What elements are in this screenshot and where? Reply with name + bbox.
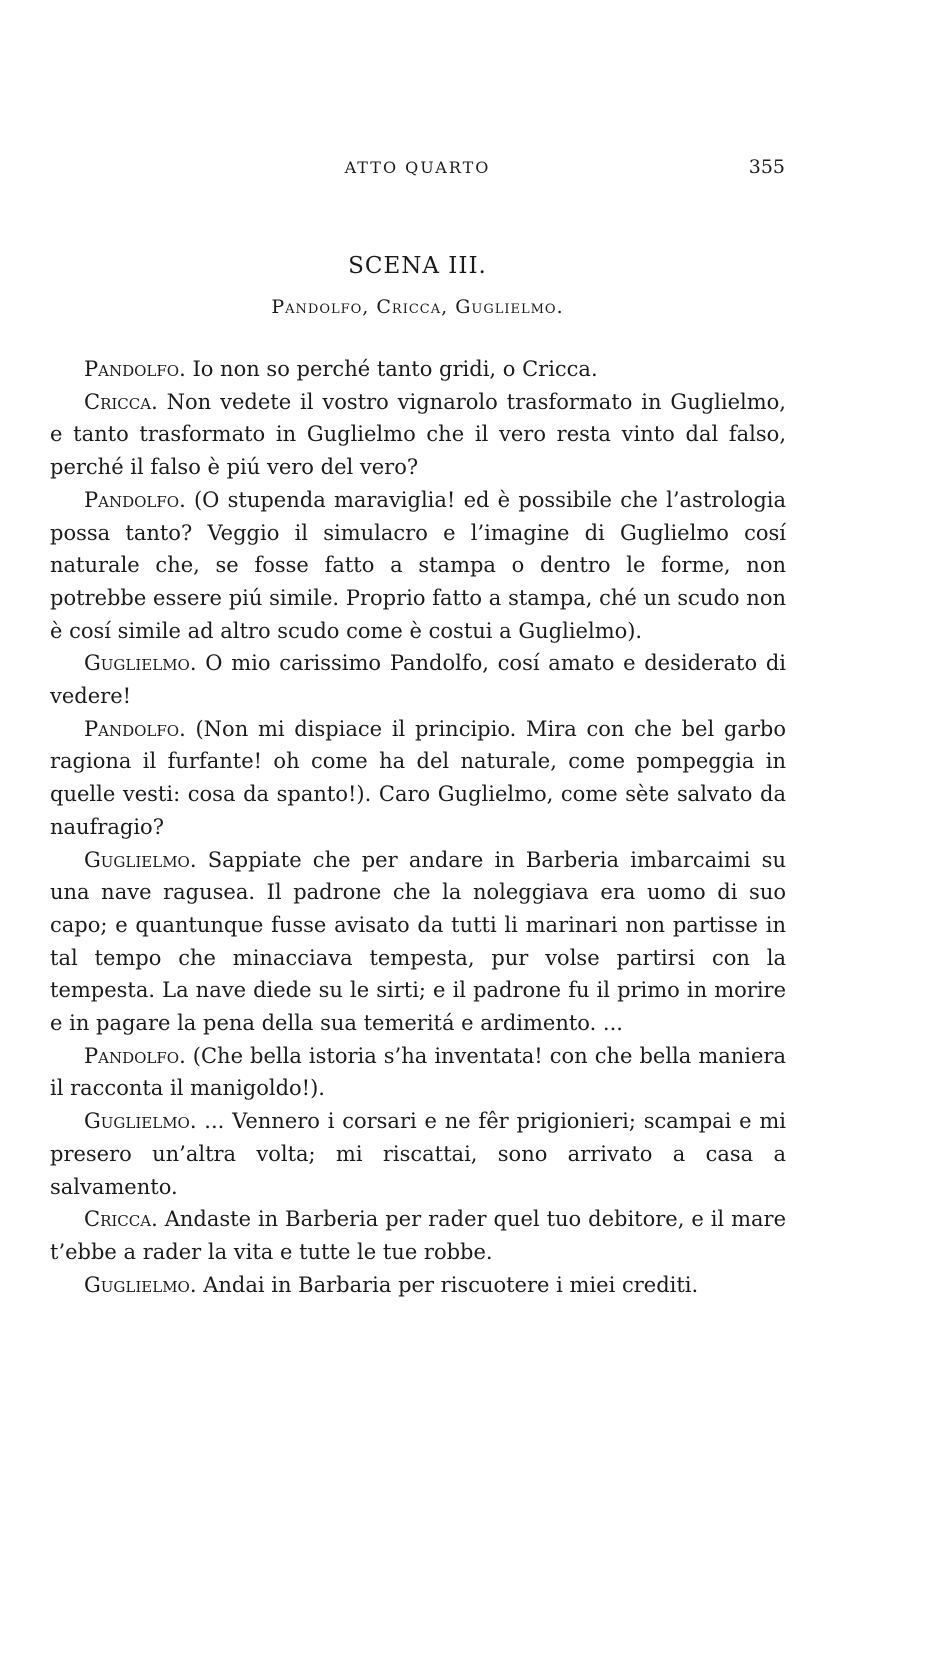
speech-text: Andai in Barbaria per riscuotere i miei crediti.	[196, 1272, 699, 1297]
speaker-name: Pandolfo.	[84, 716, 186, 741]
speech-text: (Non mi dispiace il principio. Mira con che bel garbo ragiona il furfante! oh come ha del naturale, come pompeggia in quelle vesti: cosa da spanto!). Caro Guglielmo, come sète salvato da naufragio?	[50, 716, 786, 839]
speech-text: ... Vennero i corsari e ne fêr prigionieri; scampai e mi presero un’altra volta; mi riscattai, sono arrivato a casa a salvamento.	[50, 1109, 786, 1199]
scene-characters: Pandolfo, Cricca, Guglielmo.	[271, 296, 564, 318]
speaker-name: Guglielmo.	[84, 651, 197, 676]
speech-text: (O stupenda maraviglia! ed è possibile che l’astrologia possa tanto? Veggio il simulacro e l’imagine di Guglielmo cosí naturale che, se fosse fatto a stampa o dentro le forme, non potrebbe essere piú simile. Proprio fatto a stampa, ché un scudo non è cosí simile ad altro scudo come è costui a Guglielmo).	[50, 487, 786, 643]
dialogue-paragraph	[50, 353, 786, 386]
speaker-name: Pandolfo.	[84, 1043, 186, 1068]
speech-text: Io non so perché tanto gridi, o Cricca.	[185, 357, 598, 381]
dialogue-paragraph	[50, 713, 786, 844]
dialogue-paragraph	[50, 1040, 786, 1105]
speaker-name: Cricca.	[84, 389, 158, 414]
speech-text: Sappiate che per andare in Barberia imbarcaimi su una nave ragusea. Il padrone che la noleggiava era uomo di suo capo; e quantunque fusse avisato da tutti li marinari non partisse in tal tempo che minacciava tempesta, pur volse partirsi con la tempesta. La nave diede su le sirti; e il padrone fu il primo in morire e in pagare la pena della sua temeritá e ardimento. ...	[50, 847, 786, 1036]
speaker-name: Cricca.	[84, 1207, 158, 1232]
dialogue-paragraph	[50, 1203, 786, 1268]
speaker-name: Pandolfo.	[84, 357, 186, 381]
dialogue-paragraph	[50, 647, 786, 712]
dialogue-paragraph	[50, 1269, 786, 1302]
speaker-name: Pandolfo.	[84, 487, 186, 512]
speech-text: O mio carissimo Pandolfo, cosí amato e desiderato di vedere!	[50, 651, 786, 709]
page-number: 355	[748, 156, 785, 178]
dialogue-body	[50, 353, 786, 1301]
speaker-name: Guglielmo.	[84, 1272, 197, 1297]
running-head	[50, 158, 785, 186]
speech-text: Andaste in Barberia per rader quel tuo debitore, e il mare t’ebbe a rader la vita e tutte le tue robbe.	[50, 1207, 786, 1264]
speaker-name: Guglielmo.	[84, 1109, 197, 1134]
speech-text: Non vedete il vostro vignarolo trasformato in Guglielmo, e tanto trasformato in Guglielmo che il vero resta vinto dal falso, perché il falso è piú vero del vero?	[50, 389, 786, 480]
speech-text: (Che bella istoria s’ha inventata! con che bella maniera il racconta il manigoldo!).	[50, 1043, 786, 1101]
dialogue-paragraph	[50, 484, 786, 648]
dialogue-paragraph	[50, 844, 786, 1040]
dialogue-paragraph	[50, 386, 786, 484]
running-title: ATTO QUARTO	[344, 158, 491, 177]
scene-title: SCENA III.	[348, 253, 487, 279]
dialogue-paragraph	[50, 1105, 786, 1203]
speaker-name: Guglielmo.	[84, 847, 197, 872]
